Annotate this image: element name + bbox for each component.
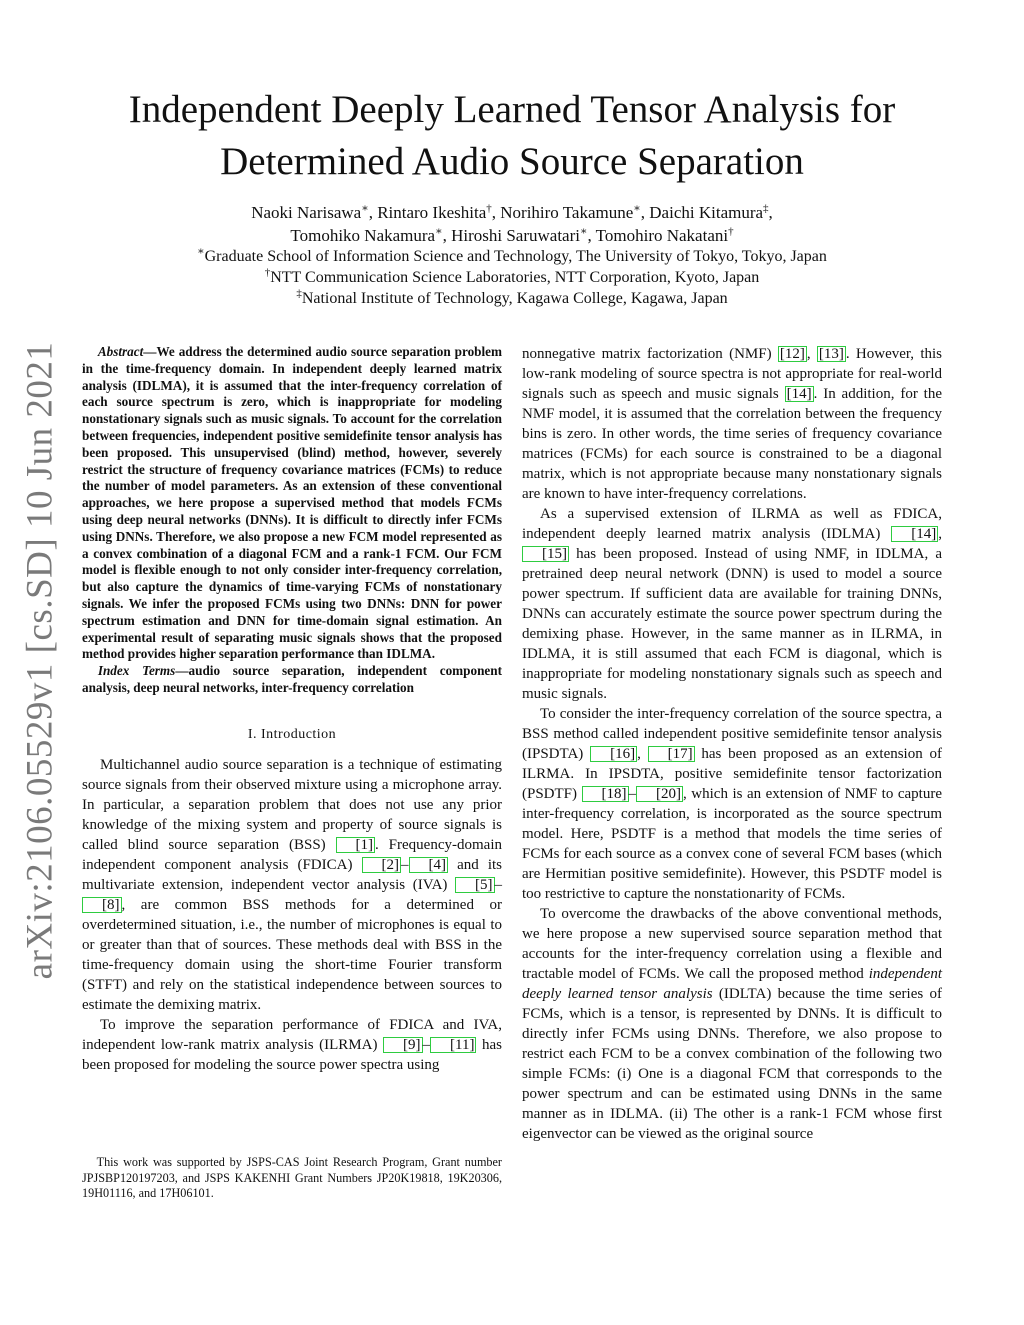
text-run: To consider the inter-frequency correlation of the source spectra, a BSS method called independent positive semidefinite tensor analysis (IPSDTA) (522, 706, 942, 762)
right-column (522, 344, 942, 1144)
text-run: , (938, 526, 942, 542)
arxiv-stamp (10, 341, 70, 979)
text-run: , are common BSS methods for a determined or overdetermined situation, i.e., the number of microphones is equal to or greater than that of sources. These methods deal with BSS in the time-frequency domain using the short-time Fourier transform (STFT) and rely on the statistical independence between sources to estimate the demixing matrix. (82, 896, 502, 1013)
affiliation-mark: ∗ (435, 225, 443, 238)
paragraph (522, 504, 942, 704)
abstract-text: —We address the determined audio source separation problem in the time-frequency domain. In independent deeply learned matrix analysis (IDLMA), it is assumed that the inter-frequency correlation of each source spectrum is zero, which is inappropriate for modeling nonstationary signals such as music signals. To account for the correlation between frequencies, independent positive semidefinite tensor analysis has been proposed. This unsupervised (blind) method, however, severely restrict the structure of frequency covariance matrices (FCMs) to reduce the number of model parameters. As an extension of these conventional approaches, we here propose a supervised method that models FCMs using deep neural networks (DNNs). It is difficult to directly infer FCMs using DNNs. Therefore, we also propose a new FCM model represented as a convex combination of a diagonal FCM and a rank-1 FCM. Our FCM model is flexible enough to not only consider inter-frequency correlation, but also capture the dynamics of time-varying FCMs of nonstationary signals. We infer the proposed FCMs using two DNNs: DNN for power spectrum estimation and DNN for time-domain signal estimation. An experimental result of separating music signals shows that the proposed method provides higher separation performance than IDLMA. (82, 344, 502, 662)
abstract-paragraph (82, 344, 502, 663)
paragraph (522, 904, 942, 1144)
footnote (82, 1155, 502, 1202)
index-terms (82, 663, 502, 697)
affiliation-mark: † (264, 266, 271, 279)
text-run: has been proposed for modeling the source power spectra using (82, 1036, 502, 1073)
affiliation-mark: ∗ (197, 245, 205, 258)
text-run: and its multivariate extension, independent vector analysis (IVA) (82, 856, 502, 893)
citation-link[interactable]: [13] (818, 346, 844, 362)
author-name: Daichi Kitamura (649, 203, 764, 222)
author-name: Naoki Narisawa (251, 203, 362, 222)
author-name: Norihiro Takamune (500, 203, 634, 222)
footnote-text: This work was supported by JSPS-CAS Joint Research Program, Grant number JPJSBP120197203, and JSPS KAKENHI Grant Numbers JP20K19818, 19K20306, 19H01116, and 17H06101. (82, 1155, 502, 1200)
author-line-2: Tomohiko Nakamura∗, Hiroshi Saruwatari∗, Tomohiro Nakatani† (290, 225, 734, 245)
affiliation (150, 288, 874, 309)
affiliation-mark: † (486, 202, 492, 215)
text-run: has been proposed as an extension of ILRMA. In IPSDTA, positive semidefinite tensor factorization (PSDTF) (522, 746, 943, 802)
paragraph (522, 704, 942, 904)
index-terms-label: Index Terms (97, 663, 176, 679)
citation-link[interactable]: [18] (582, 786, 629, 802)
text-run: nonnegative matrix factorization (NMF) (522, 346, 778, 362)
citation-link[interactable]: [17] (648, 746, 695, 762)
citation-link[interactable]: [2] (362, 857, 402, 873)
author-name: Rintaro Ikeshita (377, 203, 487, 222)
affiliation-text: Graduate School of Information Science and Technology, The University of Tokyo, Tokyo, Japan (204, 248, 827, 265)
method-name: independent deeply learned tensor analysis (522, 966, 942, 1002)
affiliation-text: NTT Communication Science Laboratories, NTT Corporation, Kyoto, Japan (270, 269, 760, 286)
arxiv-stamp-text: arXiv:2106.05529v1 [cs.SD] 10 Jun 2021 (19, 341, 61, 979)
affiliation (150, 246, 874, 267)
text-run: , (806, 346, 817, 362)
section-heading-introduction: I. Introduction (247, 726, 337, 742)
citation-link[interactable]: [12] (779, 346, 805, 362)
left-column (82, 344, 502, 1075)
affiliation-mark: ‡ (296, 287, 302, 300)
paragraph (522, 344, 942, 504)
paper-title: Independent Deeply Learned Tensor Analysis for Determined Audio Source Separation (128, 88, 896, 183)
text-run: As a supervised extension of ILRMA as well as FDICA, independent deeply learned matrix analysis (IDLMA) (522, 506, 942, 542)
citation-link[interactable]: [20] (636, 786, 683, 802)
author-line-1: Naoki Narisawa∗, Rintaro Ikeshita†, Norihiro Takamune∗, Daichi Kitamura‡, (251, 202, 773, 222)
citation-link[interactable]: [8] (82, 897, 122, 913)
citation-link[interactable]: [11] (430, 1037, 476, 1053)
affiliation-mark: ‡ (763, 202, 769, 215)
text-run: . In addition, for the NMF model, it is assumed that the correlation between the frequency bins is zero. In other words, the time series of frequency covariance matrices (FCMs) for each source is constrained to be a diagonal matrix, which is not appropriate because many nonstationary signals are known to have inter-frequency correlations. (522, 386, 942, 502)
citation-link[interactable]: [1] (336, 837, 376, 853)
citation-link[interactable]: [5] (455, 877, 495, 893)
text-run: – (401, 856, 409, 873)
author-list (150, 201, 874, 247)
paragraph (82, 755, 502, 1015)
text-run: . Frequency-domain independent component analysis (FDICA) (82, 836, 502, 873)
citation-link[interactable]: [15] (522, 546, 569, 562)
citation-link[interactable]: [4] (409, 857, 449, 873)
citation-link[interactable]: [9] (383, 1037, 423, 1053)
text-run: – (494, 876, 502, 893)
author-name: Tomohiko Nakamura (290, 226, 436, 245)
text-run: Multichannel audio source separation is a technique of estimating source signals from their observed mixture using a microphone array. In particular, a separation problem that does not use any prior knowledge of the mixing system and property of source signals is called blind source separation (BSS) (82, 756, 502, 853)
text-run: To overcome the drawbacks of the above conventional methods, we here propose a new supervised source separation method that accounts for the inter-frequency correlation using a flexible and tractable model of FCMs. We call the proposed method (522, 906, 942, 982)
author-name: Tomohiro Nakatani (595, 226, 729, 245)
author-name: Hiroshi Saruwatari (451, 226, 580, 245)
citation-link[interactable]: [16] (590, 746, 637, 762)
text-run: – (628, 786, 637, 802)
text-run: (IDLTA) because the time series of FCMs, which is a tensor, is represented by DNNs. It is difficult to directly infer FCMs using DNNs. Therefore, we also propose to restrict each FCM to be a convex combination of the following two simple FCMs: (i) One is a diagonal FCM that corresponds to the power spectrum and can be estimated using DNNs in the same manner as in IDLMA. (ii) The other is a rank-1 FCM whose first eigenvector can be viewed as the original source (522, 986, 942, 1142)
affiliation (150, 267, 874, 288)
citation-link[interactable]: [14] (891, 526, 938, 542)
paragraph (82, 1015, 502, 1075)
affiliation-list (150, 246, 874, 309)
affiliation-mark: ∗ (579, 225, 588, 238)
index-terms-text: —audio source separation, independent component analysis, deep neural networks, inter-frequency correlation (82, 663, 503, 695)
text-run: – (422, 1036, 431, 1053)
text-run: has been proposed. Instead of using NMF, in IDLMA, a pretrained deep neural network (DNN) is used to model a source power spectrum. If sufficient data are available for training DNNs, DNNs can accurately estimate the source power spectrum during the demixing phase. However, in the same manner as in ILRMA, in IDLMA, it is still assumed that each FCM is diagonal, which is inappropriate for modeling nonstationary signals such as speech and music signals. (522, 546, 942, 702)
affiliation-mark: ∗ (633, 202, 641, 215)
intro-body-left (82, 755, 502, 1075)
affiliation-mark: † (728, 225, 734, 238)
affiliation-mark: ∗ (361, 202, 369, 215)
abstract (82, 344, 502, 697)
text-run: . However, this low-rank modeling of source spectra is not appropriate for real-world signals such as speech and music signals (522, 346, 942, 402)
text-run: To improve the separation performance of FDICA and IVA, independent low-rank matrix analysis (ILRMA) (82, 1016, 502, 1053)
citation-link[interactable]: [14] (786, 386, 812, 402)
abstract-label: Abstract (97, 344, 144, 359)
text-run: , (637, 746, 648, 762)
text-run: , which is an extension of NMF to capture inter-frequency correlation, is incorporated as the source spectrum model. Here, PSDTF is a method that models the time series of FCMs for each source as a convex cone of several FCM bases (which are Hermitian positive semidefinite). However, this PSDTF model is too restrictive to capture the nonstationarity of FCMs. (522, 786, 942, 902)
affiliation-text: National Institute of Technology, Kagawa College, Kagawa, Japan (301, 290, 728, 307)
